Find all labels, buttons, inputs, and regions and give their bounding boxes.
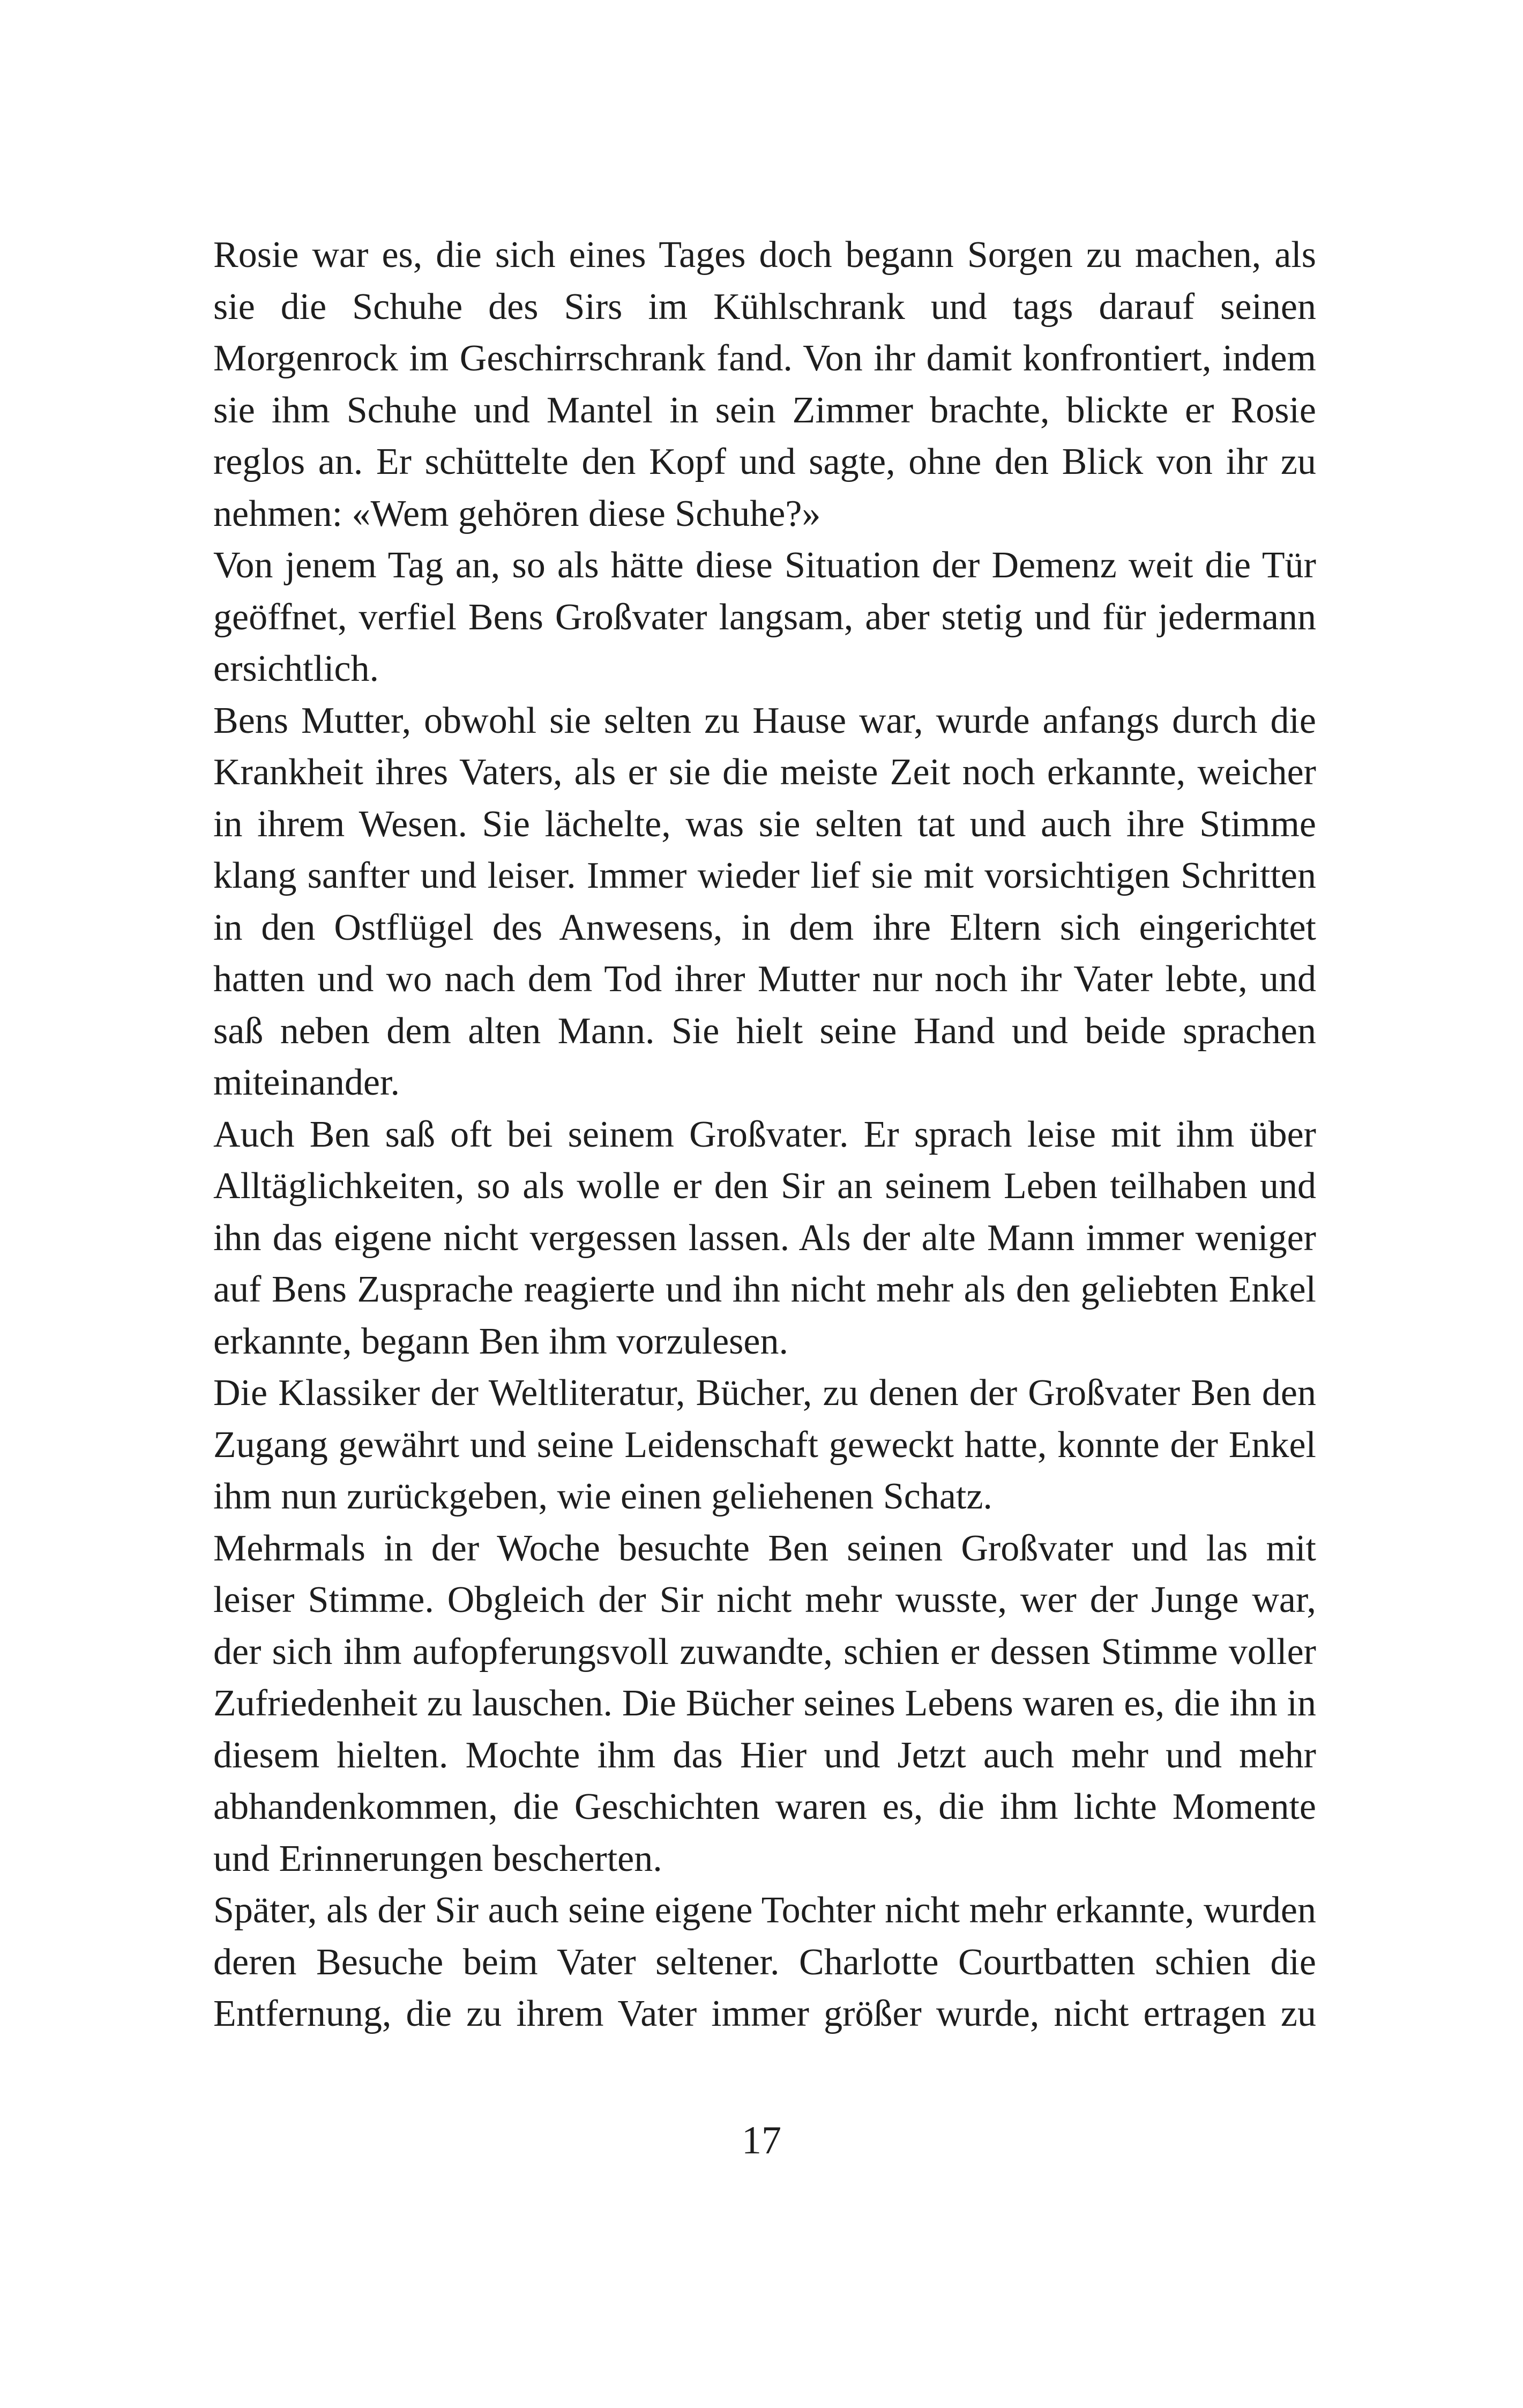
paragraph: Die Klassiker der Weltliteratur, Bücher, zu denen der Großvater Ben den Zugang gewährt und seine Leidenschaft geweckt hatte, konnte der Enkel ihm nun zurückgeben, wie einen geliehenen Schatz. <box>213 1372 1316 1517</box>
paragraph: Bens Mutter, obwohl sie selten zu Hause war, wurde anfangs durch die Krankheit ihres Vaters, als er sie die meiste Zeit noch erkannte, weicher in ihrem Wesen. Sie lächelte, was sie selten tat und auch ihre Stimme klang sanfter und leiser. Immer wieder lief sie mit vorsichtigen Schritten in den Ostflügel des Anwesens, in dem ihre Eltern sich eingerichtet hatten und wo nach dem Tod ihrer Mutter nur noch ihr Vater lebte, und saß neben dem alten Mann. Sie hielt seine Hand und beide sprachen miteinander. <box>213 700 1316 1103</box>
paragraph: Mehrmals in der Woche besuchte Ben seinen Großvater und las mit leiser Stimme. Obgleich der Sir nicht mehr wusste, wer der Junge war, der sich ihm aufopferungsvoll zuwandte, schien er dessen Stimme voller Zufriedenheit zu lauschen. Die Bücher seines Lebens waren es, die ihn in diesem hielten. Mochte ihm das Hier und Jetzt auch mehr und mehr abhandenkommen, die Geschichten waren es, die ihm lichte Momente und Erinnerungen bescherten. <box>213 1527 1316 1879</box>
page-number: 17 <box>742 2119 781 2162</box>
paragraph: Rosie war es, die sich eines Tages doch begann Sorgen zu machen, als sie die Schuhe des Sirs im Kühlschrank und tags darauf seinen Morgenrock im Geschirrschrank fand. Von ihr damit konfrontiert, indem sie ihm Schuhe und Mantel in sein Zimmer brachte, blickte er Rosie reglos an. Er schüttelte den Kopf und sagte, ohne den Blick von ihr zu nehmen: «Wem gehören diese Schuhe?» <box>213 234 1316 534</box>
paragraph: Auch Ben saß oft bei seinem Großvater. Er sprach leise mit ihm über Alltäglichkeiten, so als wolle er den Sir an seinem Leben teilhaben und ihn das eigene nicht vergessen lassen. Als der alte Mann immer weniger auf Bens Zusprache reagierte und ihn nicht mehr als den geliebten Enkel erkannte, begann Ben ihm vorzulesen. <box>213 1113 1316 1362</box>
body-text <box>213 229 1316 2040</box>
paragraph: Von jenem Tag an, so als hätte diese Situation der Demenz weit die Tür geöffnet, verfiel Bens Großvater langsam, aber stetig und für jedermann ersichtlich. <box>213 545 1316 689</box>
paragraph-continued: Später, als der Sir auch seine eigene Tochter nicht mehr erkannte, wurden deren Besuche beim Vater seltener. Charlotte Courtbatten schien die Entfernung, die zu ihrem Vater immer größer wurde, nicht ertragen zu <box>213 1890 1316 2034</box>
